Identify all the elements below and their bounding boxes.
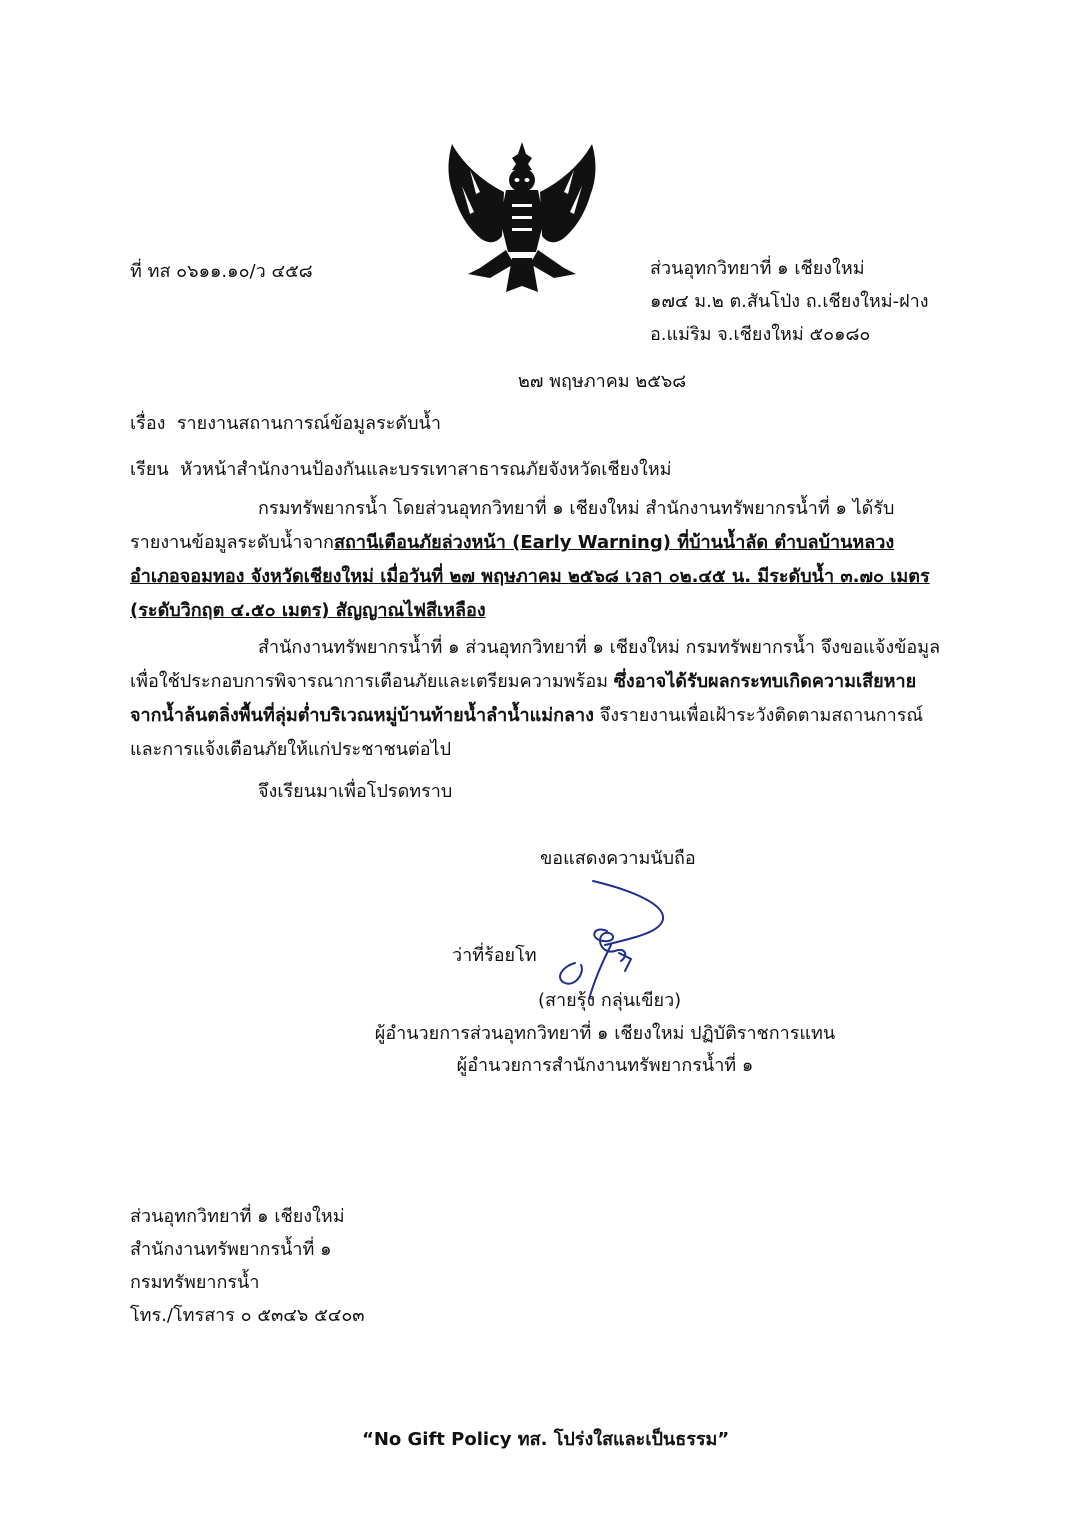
- garuda-emblem-icon: [440, 140, 605, 298]
- paragraph-1-emphasis: สถานีเตือนภัยล่วงหน้า (Early Warning) ที่บ้านน้ำลัด ตำบลบ้านหลวง อำเภอจอมทอง จังหวัดเชียงใหม่ เมื่อวันที่ ๒๗ พฤษภาคม ๒๕๖๘ เวลา ๐๒.๔๕ น. มีระดับน้ำ ๓.๗๐ เมตร (ระดับวิกฤต ๔.๕๐ เมตร) สัญญาณไฟสีเหลือง: [130, 532, 930, 621]
- signatory-rank: ว่าที่ร้อยโท: [452, 945, 537, 966]
- addressee-line: [130, 454, 671, 483]
- closing-regards: ขอแสดงความนับถือ: [540, 848, 696, 869]
- paragraph-1-text: กรมทรัพยากรน้ำ โดยส่วนอุทกวิทยาที่ ๑ เชียงใหม่ สำนักงานทรัพยากรน้ำที่ ๑ ได้รับรายงานข้อมูลระดับน้ำจาก: [130, 498, 895, 553]
- document-date: ๒๗ พฤษภาคม ๒๕๖๘: [518, 371, 687, 392]
- no-gift-policy-slogan: “No Gift Policy ทส. โปร่งใสและเป็นธรรม”: [362, 1429, 730, 1450]
- subject-text: รายงานสถานการณ์ข้อมูลระดับน้ำ: [176, 413, 441, 434]
- office-address: [650, 252, 929, 351]
- footer-contact-line: ส่วนอุทกวิทยาที่ ๑ เชียงใหม่: [130, 1206, 345, 1227]
- paragraph-2-text: สำนักงานทรัพยากรน้ำที่ ๑ ส่วนอุทกวิทยาที่ ๑ เชียงใหม่ กรมทรัพยากรน้ำ จึงขอแจ้งข้อมูลเพื่อใช้ประกอบการพิจารณาการเตือนภัยและเตรียมความพร้อม: [130, 637, 941, 692]
- footer-contact-line: สำนักงานทรัพยากรน้ำที่ ๑: [130, 1239, 332, 1260]
- signatory-name: (สายรุ้ง กลุ่นเขียว): [538, 990, 682, 1011]
- body-paragraph-1: [130, 492, 946, 628]
- addressee-label: เรียน: [130, 459, 169, 480]
- addressee-text: หัวหน้าสำนักงานป้องกันและบรรเทาสาธารณภัยจังหวัดเชียงใหม่: [180, 459, 672, 480]
- document-reference-number: ที่ ทส ๐๖๑๑.๑๐/ว ๔๕๘: [130, 261, 313, 282]
- signatory-position-1: ผู้อำนวยการส่วนอุทกวิทยาที่ ๑ เชียงใหม่ ปฏิบัติราชการแทน: [374, 1023, 836, 1044]
- subject-label: เรื่อง: [130, 413, 166, 434]
- office-address-line: อ.แม่ริม จ.เชียงใหม่ ๕๐๑๘๐: [650, 324, 871, 345]
- body-paragraph-2: [130, 631, 946, 767]
- office-address-line: ส่วนอุทกวิทยาที่ ๑ เชียงใหม่: [650, 258, 865, 279]
- office-address-line: ๑๗๔ ม.๒ ต.สันโป่ง ถ.เชียงใหม่-ฝาง: [650, 291, 929, 312]
- paragraph-2-emphasis: ซึ่งอาจได้รับผลกระทบเกิดความเสียหายจากน้ำล้นตลิ่งพื้นที่ลุ่มต่ำบริเวณหมู่บ้านท้ายน้ำลำน้ำแม่กลาง: [130, 671, 917, 726]
- body-paragraph-3: จึงเรียนมาเพื่อโปรดทราบ: [258, 781, 453, 802]
- signatory-position-2: ผู้อำนวยการสำนักงานทรัพยากรน้ำที่ ๑: [456, 1055, 754, 1076]
- footer-contact: [130, 1200, 365, 1332]
- paragraph-2-text-end: จึงรายงานเพื่อเฝ้าระวังติดตามสถานการณ์และการแจ้งเตือนภัยให้แก่ประชาชนต่อไป: [130, 705, 924, 760]
- footer-contact-line: โทร./โทรสาร ๐ ๕๓๔๖ ๕๔๐๓: [130, 1305, 365, 1326]
- footer-contact-line: กรมทรัพยากรน้ำ: [130, 1272, 260, 1293]
- subject-line: [130, 408, 441, 437]
